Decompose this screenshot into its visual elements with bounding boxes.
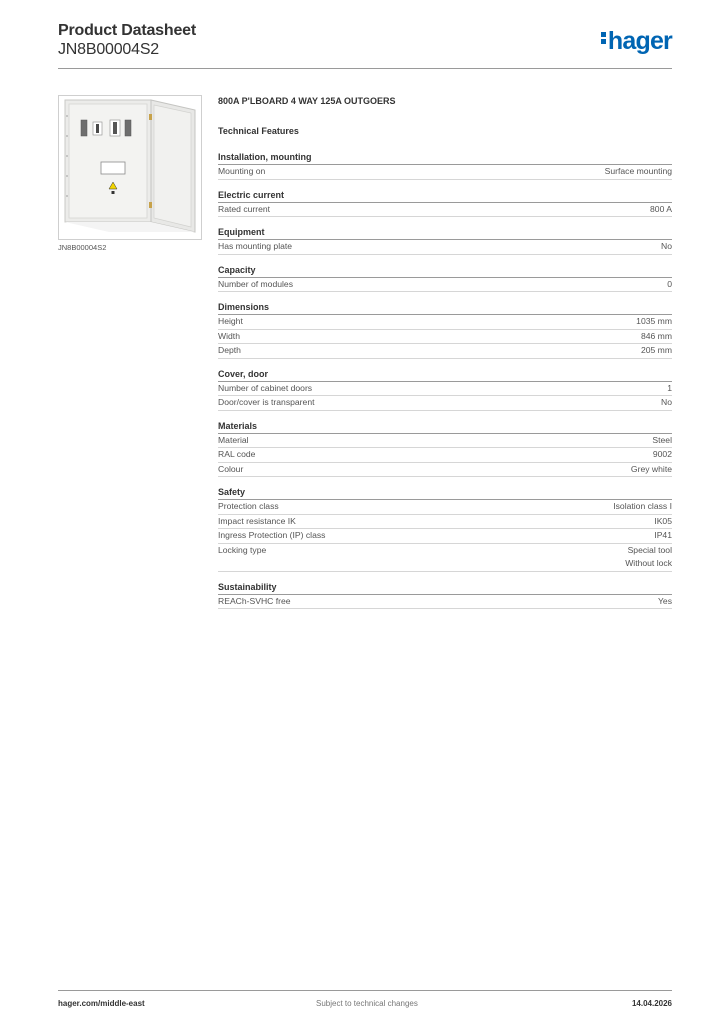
distribution-board-illustration — [59, 96, 201, 239]
spec-value-line: 9002 — [652, 449, 672, 459]
spec-value-line: Steel — [652, 434, 672, 445]
spec-section — [218, 369, 672, 411]
product-name: 800A P'LBOARD 4 WAY 125A OUTGOERS — [218, 96, 396, 106]
spec-row — [218, 278, 672, 293]
logo-dots-icon — [601, 30, 606, 46]
spec-row — [218, 500, 672, 515]
section-title: Materials — [218, 421, 672, 434]
section-title: Equipment — [218, 227, 672, 240]
spec-value — [652, 434, 672, 448]
page-footer — [58, 990, 672, 1008]
spec-row — [218, 344, 672, 359]
image-caption: JN8B00004S2 — [58, 243, 107, 252]
logo-text: hager — [607, 27, 672, 55]
spec-value-line: 205 mm — [640, 345, 672, 355]
spec-label: Width — [218, 330, 240, 341]
spec-label: REACh-SVHC free — [218, 595, 291, 606]
technical-features-heading: Technical Features — [218, 126, 299, 136]
spec-value-line: 1035 mm — [636, 316, 672, 326]
spec-value — [650, 203, 672, 217]
spec-row — [218, 463, 672, 478]
spec-label: RAL code — [218, 449, 256, 459]
section-title: Installation, mounting — [218, 152, 672, 165]
spec-section — [218, 152, 672, 180]
footer-website: hager.com/middle-east — [58, 999, 145, 1008]
spec-label: Mounting on — [218, 166, 266, 176]
spec-value-line: Grey white — [630, 463, 672, 474]
spec-label: Height — [218, 316, 243, 326]
hager-logo — [601, 27, 672, 56]
spec-value-line: 1 — [667, 382, 672, 393]
spec-label: Number of cabinet doors — [218, 382, 313, 393]
footer-note: Subject to technical changes — [316, 999, 418, 1008]
spec-value-line: Special tool — [627, 544, 672, 555]
document-title: Product Datasheet — [58, 22, 196, 39]
spec-label: Number of modules — [218, 278, 293, 289]
spec-row — [218, 434, 672, 449]
spec-value — [661, 240, 672, 254]
spec-label: Colour — [218, 463, 244, 474]
specifications — [218, 96, 672, 619]
spec-value-line: Yes — [657, 595, 672, 606]
spec-section — [218, 582, 672, 610]
spec-section — [218, 227, 672, 255]
spec-row — [218, 315, 672, 330]
section-title: Cover, door — [218, 369, 672, 382]
spec-value — [641, 344, 672, 358]
spec-value-line: 0 — [667, 278, 672, 289]
section-title: Dimensions — [218, 302, 672, 315]
spec-label: Ingress Protection (IP) class — [218, 530, 326, 540]
spec-value-line: IP41 — [654, 530, 672, 540]
spec-row — [218, 240, 672, 255]
spec-value-line: 800 A — [650, 203, 672, 214]
spec-label: Rated current — [218, 203, 271, 214]
spec-value-line: 846 mm — [640, 330, 672, 341]
spec-value — [667, 278, 672, 292]
spec-row — [218, 595, 672, 610]
spec-row — [218, 544, 672, 572]
spec-section — [218, 421, 672, 478]
spec-value — [631, 463, 672, 477]
spec-value — [661, 396, 672, 410]
spec-row — [218, 448, 672, 463]
spec-row — [218, 165, 672, 180]
spec-section — [218, 487, 672, 572]
page-header — [58, 22, 672, 69]
spec-label: Has mounting plate — [218, 241, 293, 251]
spec-row — [218, 396, 672, 411]
product-code: JN8B00004S2 — [58, 41, 159, 58]
spec-row — [218, 529, 672, 544]
spec-value — [625, 544, 672, 571]
spec-value — [636, 315, 672, 329]
spec-row — [218, 515, 672, 530]
section-title: Electric current — [218, 190, 672, 203]
spec-value-line: Surface mounting — [604, 166, 672, 176]
spec-row — [218, 330, 672, 345]
section-title: Safety — [218, 487, 672, 500]
spec-row — [218, 382, 672, 397]
spec-row — [218, 203, 672, 218]
section-title: Sustainability — [218, 582, 672, 595]
spec-label: Impact resistance IK — [218, 515, 296, 526]
spec-label: Protection class — [218, 501, 279, 511]
spec-value-line: Isolation class I — [613, 501, 672, 511]
spec-label: Material — [218, 434, 249, 445]
spec-value-line: No — [661, 241, 672, 251]
spec-value-line: No — [661, 397, 672, 407]
spec-label: Locking type — [218, 544, 267, 555]
spec-value — [605, 165, 672, 179]
spec-value — [613, 500, 672, 514]
section-title: Capacity — [218, 265, 672, 278]
product-image — [58, 95, 202, 240]
spec-label: Depth — [218, 345, 241, 355]
spec-section — [218, 190, 672, 218]
footer-date: 14.04.2026 — [631, 999, 672, 1008]
spec-section — [218, 302, 672, 359]
spec-value — [653, 448, 672, 462]
spec-value — [654, 515, 672, 529]
spec-value — [658, 595, 672, 609]
spec-sections — [218, 152, 672, 619]
spec-value — [667, 382, 672, 396]
spec-label: Door/cover is transparent — [218, 397, 315, 407]
spec-value — [654, 529, 672, 543]
spec-value-line: IK05 — [654, 515, 672, 526]
spec-value-line: Without lock — [625, 558, 672, 568]
spec-section — [218, 265, 672, 293]
spec-value — [641, 330, 672, 344]
